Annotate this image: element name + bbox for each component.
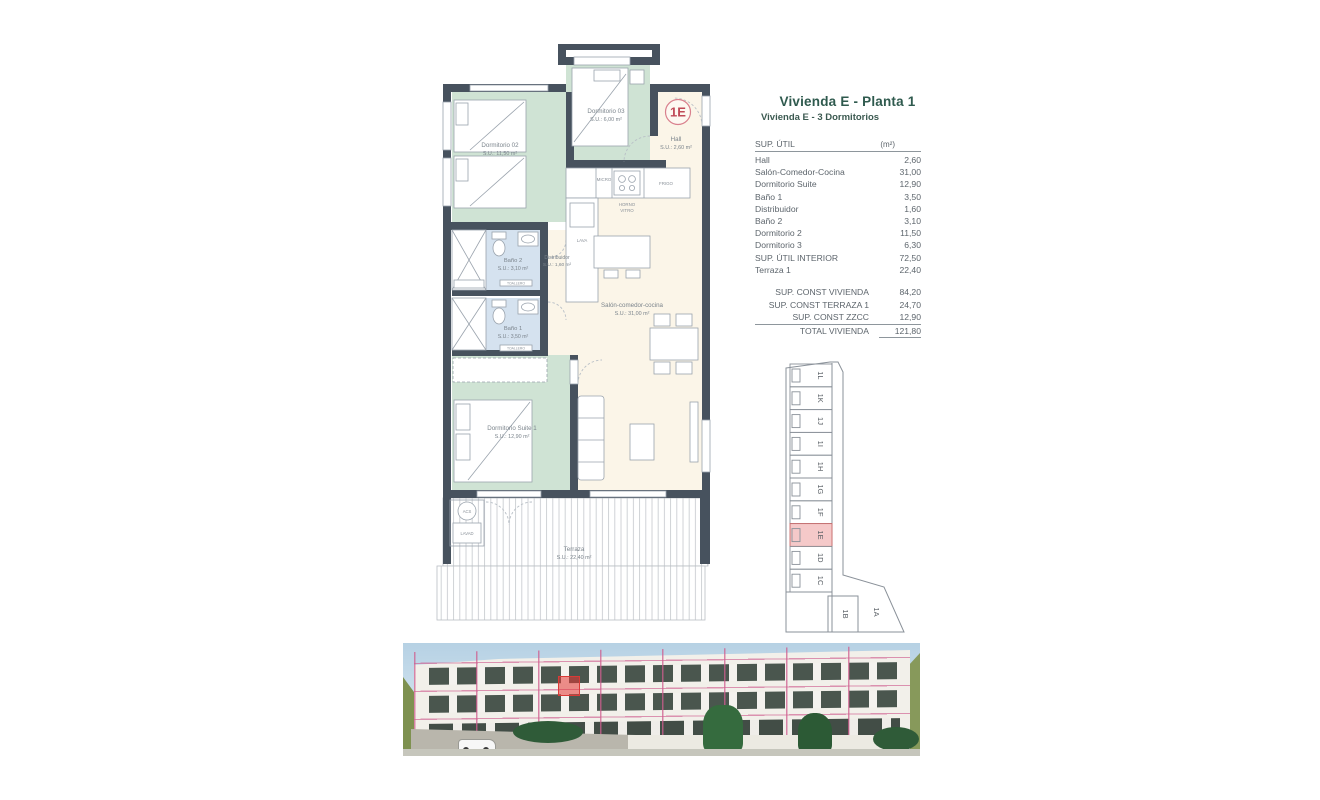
label-bano-2: Baño 2 <box>503 258 523 264</box>
label-lava: LAVA <box>576 238 588 243</box>
label-suite: Dormitorio Suite 1 <box>487 425 537 432</box>
coffee-table <box>630 424 654 460</box>
floor-plan <box>435 40 720 632</box>
ground <box>403 749 920 756</box>
table-row: Dormitorio Suite 12,90 <box>755 179 921 190</box>
stool <box>604 270 618 278</box>
highlighted-unit-marker <box>558 676 580 696</box>
wardrobe <box>453 358 547 382</box>
table-row: Hall 2,60 <box>755 155 921 165</box>
vegetation <box>513 721 583 743</box>
table-row: Baño 2 3,10 <box>755 216 921 227</box>
shower <box>452 298 486 350</box>
label-frigo: FRIGO <box>659 181 673 186</box>
label-terraza: Terraza <box>563 546 585 553</box>
table-row: Salón-Comedor-Cocina 31,00 <box>755 167 921 178</box>
building-render <box>403 643 920 756</box>
key-unit-1E: 1E <box>816 530 825 540</box>
key-unit-1H: 1H <box>816 461 825 472</box>
label-dormitorio-03: Dormitorio 03 <box>587 108 625 115</box>
label-micro: MICRO <box>596 177 612 182</box>
table-row: SUP. CONST ZZCC 12,90 <box>755 311 921 325</box>
key-unit-1C: 1C <box>816 575 825 586</box>
key-unit-1I: 1I <box>816 440 825 447</box>
key-unit-1K: 1K <box>816 393 825 403</box>
key-unit-1J: 1J <box>816 417 825 425</box>
key-unit-1L: 1L <box>816 371 825 380</box>
svg-text:S.U.: 31,00 m²: S.U.: 31,00 m² <box>614 311 650 317</box>
palm-tree <box>703 705 743 753</box>
table-row: Dormitorio 3 6,30 <box>755 240 921 251</box>
entry-door-gap <box>702 96 710 126</box>
svg-text:S.U.: 2,60 m²: S.U.: 2,60 m² <box>660 145 692 151</box>
double-bed <box>454 400 532 482</box>
page-subtitle: Vivienda E - 3 Dormitorios <box>761 112 880 123</box>
label-bano-1: Baño 1 <box>503 326 523 332</box>
vegetation <box>873 727 919 751</box>
svg-text:S.U.: 3,50 m²: S.U.: 3,50 m² <box>497 334 529 340</box>
label-distribuidor: Distribuidor <box>544 255 570 261</box>
table-row: Distribuidor 1,60 <box>755 203 921 214</box>
label-salon: Salón-comedor-cocina <box>601 302 663 309</box>
stool <box>626 270 640 278</box>
key-unit-1F: 1F <box>816 507 825 517</box>
label-hall: Hall <box>670 136 682 143</box>
toilet <box>492 300 506 324</box>
svg-text:S.U.: 3,10 m²: S.U.: 3,10 m² <box>497 266 529 272</box>
label-lavad: LAVAD <box>460 531 474 536</box>
nightstand <box>630 70 644 84</box>
kitchen-island <box>594 236 650 268</box>
washbasin <box>518 232 538 246</box>
table-header: SUP. ÚTIL (m²) <box>755 139 921 152</box>
svg-text:S.U.: 11,50 m²: S.U.: 11,50 m² <box>482 151 518 157</box>
building-key-diagram <box>775 358 915 636</box>
sofa <box>578 396 604 480</box>
svg-text:S.U.: 1,60 m²: S.U.: 1,60 m² <box>542 263 572 268</box>
svg-text:TOALLERO: TOALLERO <box>506 346 526 351</box>
svg-text:HORNO: HORNO <box>618 202 636 207</box>
unit-badge-label: 1E <box>670 104 686 120</box>
palm-tree <box>798 713 832 753</box>
label-acs: ACS <box>462 509 472 514</box>
svg-text:VITRO: VITRO <box>620 208 634 213</box>
svg-text:S.U.: 6,00 m²: S.U.: 6,00 m² <box>590 117 622 123</box>
sink <box>570 203 594 227</box>
page-title: Vivienda E - Planta 1 <box>779 94 916 109</box>
svg-text:TOALLERO: TOALLERO <box>506 281 526 286</box>
unit-badge <box>666 100 691 125</box>
table-row: SUP. ÚTIL INTERIOR 72,50 <box>755 252 921 263</box>
table-row: Baño 1 3,50 <box>755 191 921 202</box>
washbasin <box>518 300 538 314</box>
key-unit-1D: 1D <box>816 553 825 563</box>
hob <box>614 171 640 195</box>
built-area-table <box>755 286 921 338</box>
svg-text:S.U.: 12,90 m²: S.U.: 12,90 m² <box>494 434 530 440</box>
key-unit-1A: 1A <box>872 607 881 617</box>
tv-unit <box>690 402 698 462</box>
single-bed <box>454 156 526 208</box>
key-unit-labels <box>816 371 881 618</box>
table-row-total: TOTAL VIVIENDA 121,80 <box>755 325 921 339</box>
svg-text:S.U.: 22,40 m²: S.U.: 22,40 m² <box>556 555 592 561</box>
table-row: SUP. CONST VIVIENDA 84,20 <box>775 287 921 297</box>
key-unit-1G: 1G <box>816 484 825 495</box>
useful-area-table <box>755 139 921 276</box>
table-row: SUP. CONST TERRAZA 1 24,70 <box>768 299 921 310</box>
label-dormitorio-02: Dormitorio 02 <box>481 142 519 149</box>
table-row: Terraza 1 22,40 <box>755 264 921 275</box>
toilet <box>492 232 506 256</box>
shower <box>452 230 486 290</box>
key-unit-1B: 1B <box>841 609 850 619</box>
table-row: Dormitorio 2 11,50 <box>755 228 921 239</box>
